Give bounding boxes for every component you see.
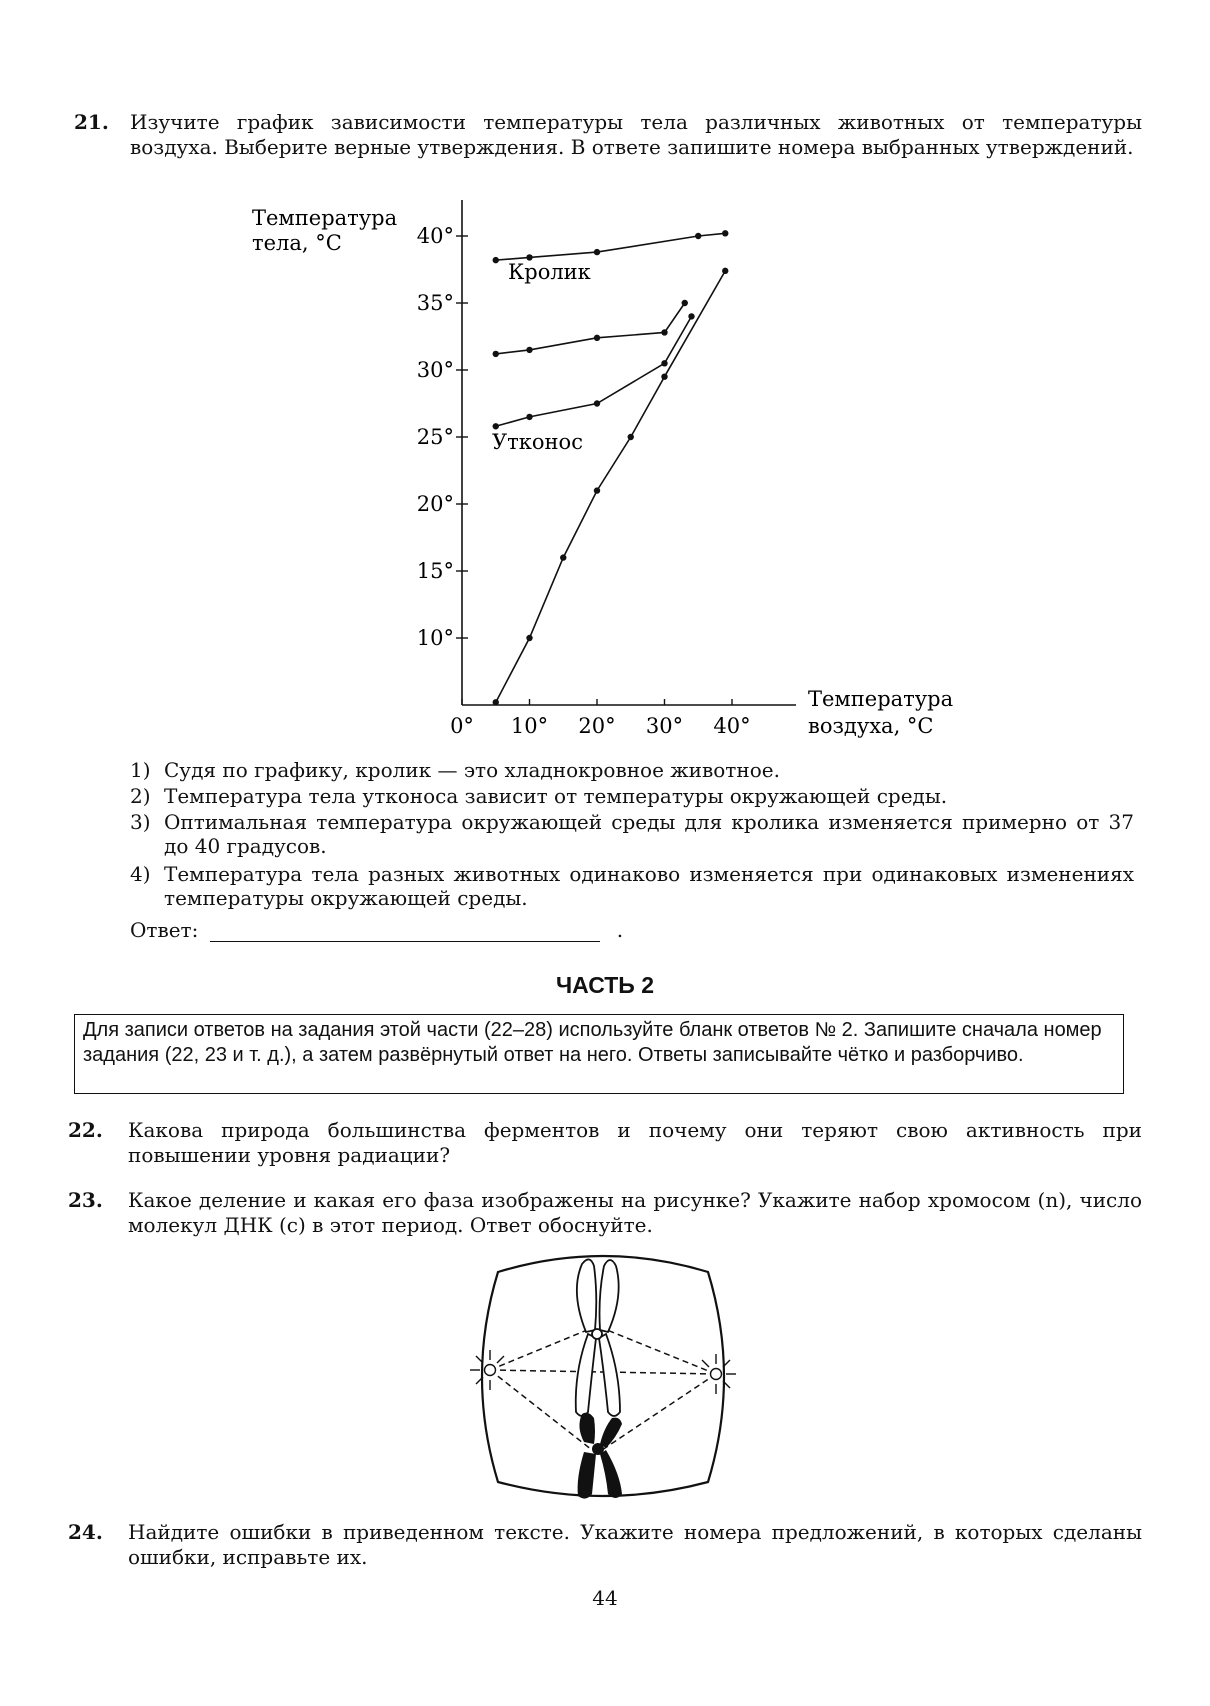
data-point bbox=[526, 635, 532, 641]
question-text: Какова природа большинства ферментов и почему они теряют свою активность при повышении уровня радиации? bbox=[128, 1118, 1142, 1167]
centriole-left bbox=[470, 1350, 504, 1390]
centriole-right bbox=[702, 1354, 736, 1394]
x-axis-label-line2: воздуха, °C bbox=[808, 714, 934, 738]
data-point bbox=[526, 414, 532, 420]
question-number: 23. bbox=[68, 1188, 103, 1212]
x-tick-label: 20° bbox=[578, 714, 616, 738]
x-tick-label: 40° bbox=[713, 714, 751, 738]
data-point bbox=[722, 268, 728, 274]
question-text: Какое деление и какая его фаза изображены на рисунке? Укажите набор хромосом (n), число молекул ДНК (c) в этот период. Ответ обоснуйте. bbox=[128, 1188, 1142, 1237]
y-axis-label-line2: тела, °C bbox=[252, 231, 342, 255]
question-text: Найдите ошибки в приведенном тексте. Укажите номера предложений, в которых сделаны ошибки, исправьте их. bbox=[128, 1520, 1142, 1569]
chromosome-white bbox=[576, 1259, 620, 1416]
series-label-rabbit: Кролик bbox=[508, 260, 591, 284]
data-point bbox=[594, 400, 600, 406]
y-tick-label: 15° bbox=[416, 559, 454, 583]
option-number: 4) bbox=[130, 862, 151, 886]
option-number: 2) bbox=[130, 784, 151, 808]
data-point bbox=[560, 554, 566, 560]
answer-row bbox=[130, 918, 623, 942]
data-point bbox=[493, 699, 499, 705]
data-point bbox=[526, 347, 532, 353]
option-number: 3) bbox=[130, 810, 151, 834]
answer-blank[interactable] bbox=[210, 923, 600, 942]
y-tick-label: 35° bbox=[416, 291, 454, 315]
data-point bbox=[493, 351, 499, 357]
question-number: 21. bbox=[74, 110, 109, 134]
y-tick-label: 40° bbox=[416, 224, 454, 248]
part-2-title: ЧАСТЬ 2 bbox=[556, 972, 654, 998]
question-number: 22. bbox=[68, 1118, 103, 1142]
part-2-notice: Для записи ответов на задания этой части (22–28) используйте бланк ответов № 2. Запишите сначала номер задания (22, 23 и т. д.), а затем развёрнутый ответ на него. Ответы записывайте чётко и разборчиво. bbox=[74, 1014, 1124, 1094]
chromosome-black bbox=[578, 1413, 622, 1499]
data-point bbox=[628, 434, 634, 440]
data-point bbox=[661, 360, 667, 366]
x-axis-label-line1: Температура bbox=[808, 687, 954, 711]
data-point bbox=[493, 423, 499, 429]
data-point bbox=[688, 313, 694, 319]
data-point bbox=[661, 374, 667, 380]
data-point bbox=[722, 230, 728, 236]
answer-label: Ответ: bbox=[130, 918, 199, 942]
option-text: Температура тела разных животных одинаково изменяется при одинаковых изменениях температуры окружающей среды. bbox=[164, 862, 1134, 910]
data-point bbox=[594, 487, 600, 493]
page-number: 44 bbox=[592, 1586, 618, 1610]
option-number: 1) bbox=[130, 758, 151, 782]
question-text: Изучите график зависимости температуры тела различных животных от температуры воздуха. Выберите верные утверждения. В ответе запишите номера выбранных утверждений. bbox=[130, 110, 1142, 159]
data-point bbox=[594, 335, 600, 341]
x-tick-label: 30° bbox=[645, 714, 684, 738]
option-text: Оптимальная температура окружающей среды для кролика изменяется примерно от 37 до 40 градусов. bbox=[164, 810, 1134, 858]
x-tick-label: 10° bbox=[510, 714, 549, 738]
x-tick-label: 0° bbox=[450, 714, 474, 738]
data-point bbox=[594, 249, 600, 255]
y-tick-label: 25° bbox=[416, 425, 454, 449]
y-tick-label: 10° bbox=[416, 626, 454, 650]
cell-division-figure bbox=[458, 1252, 748, 1502]
data-point bbox=[695, 233, 701, 239]
series-line-2 bbox=[496, 303, 685, 354]
series-label-platypus: Утконос bbox=[492, 430, 583, 454]
data-point bbox=[661, 329, 667, 335]
answer-end: . bbox=[616, 918, 624, 942]
option-text: Температура тела утконоса зависит от температуры окружающей среды. bbox=[164, 784, 948, 808]
y-tick-label: 30° bbox=[416, 358, 454, 382]
option-text: Судя по графику, кролик — это хладнокровное животное. bbox=[164, 758, 780, 782]
question-number: 24. bbox=[68, 1520, 103, 1544]
data-point bbox=[493, 257, 499, 263]
y-tick-label: 20° bbox=[416, 492, 454, 516]
temperature-chart bbox=[0, 0, 1210, 760]
y-axis-label-line1: Температура bbox=[252, 206, 398, 230]
data-point bbox=[682, 300, 688, 306]
